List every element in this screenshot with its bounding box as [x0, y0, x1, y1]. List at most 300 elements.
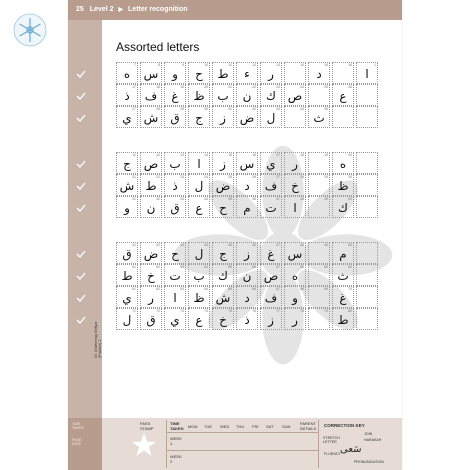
check-icon: [76, 272, 86, 280]
letter-cell: [284, 106, 306, 128]
arabic-letter: ض: [143, 247, 159, 261]
cell-number: 19: [324, 153, 328, 157]
progress-footer: [68, 418, 402, 470]
arabic-letter: ظ: [193, 89, 205, 103]
cell-number: 17: [132, 85, 136, 89]
arabic-letter: ن: [146, 201, 156, 215]
key-harakah: HARAKAH: [364, 438, 382, 442]
cell-number: 32: [156, 197, 160, 201]
letter-cell: [284, 62, 306, 84]
arabic-letter: ش: [143, 111, 159, 125]
page-header: [68, 0, 402, 20]
arabic-letter: ر: [268, 67, 274, 81]
cell-number: 68: [300, 287, 304, 291]
letter-cell: [332, 106, 354, 128]
arabic-letter: ن: [242, 269, 252, 283]
arabic-letter: غ: [171, 89, 179, 103]
cell-number: 29: [180, 107, 184, 111]
arabic-letter: ذ: [124, 89, 130, 103]
day-sun: SUN: [282, 424, 291, 429]
cell-number: 30: [204, 107, 208, 111]
cell-number: 56: [252, 265, 256, 269]
letter-cell: [212, 196, 234, 218]
arabic-letter: ي: [122, 291, 132, 305]
letter-cell: [260, 196, 282, 218]
letter-cell: [212, 84, 234, 106]
arabic-letter: ا: [365, 67, 369, 81]
letter-cell: [260, 174, 282, 196]
cell-number: 1: [374, 63, 376, 67]
letter-cell: [236, 62, 258, 84]
arabic-letter: ظ: [337, 179, 349, 193]
letter-cell: [164, 174, 186, 196]
cell-number: 72: [156, 309, 160, 313]
letter-cell: [308, 84, 330, 106]
cell-number: 34: [300, 107, 304, 111]
cell-number: 61: [132, 287, 136, 291]
cell-number: 20: [204, 85, 208, 89]
cell-number: 8: [158, 63, 160, 67]
letter-cell: [260, 106, 282, 128]
letter-cell: [308, 286, 330, 308]
correction-key-title: CORRECTION KEY: [324, 423, 365, 428]
letter-cell: [308, 308, 330, 330]
arabic-letter: ض: [215, 179, 231, 193]
cell-number: 26: [348, 85, 352, 89]
arabic-letter: ف: [264, 179, 278, 193]
letter-cell: [116, 264, 138, 286]
letter-cell: [188, 174, 210, 196]
letter-cell: [236, 106, 258, 128]
cell-number: 49: [324, 243, 328, 247]
arabic-letter: س: [143, 67, 159, 81]
letter-cell: [188, 84, 210, 106]
letter-cell: [140, 152, 162, 174]
letter-cell: [260, 62, 282, 84]
letter-cell: [332, 308, 354, 330]
cell-number: 78: [300, 309, 304, 313]
letter-cell: [284, 242, 306, 264]
arabic-letter: ت: [169, 269, 181, 283]
arabic-letter: ج: [219, 247, 227, 261]
level-label: Level 2: [89, 6, 114, 13]
cell-number: 28: [300, 175, 304, 179]
letter-cell: [164, 286, 186, 308]
letter-cell: [332, 196, 354, 218]
cell-number: 77: [276, 309, 280, 313]
cell-number: 32: [252, 107, 256, 111]
cell-number: 44: [204, 243, 208, 247]
letter-cell: [284, 286, 306, 308]
cell-number: 59: [324, 265, 328, 269]
letter-cell: [260, 286, 282, 308]
cell-number: 20: [348, 153, 352, 157]
cell-number: 74: [204, 309, 208, 313]
arabic-letter: ش: [119, 179, 135, 193]
arabic-letter: ذ: [172, 179, 178, 193]
letter-cell: [356, 196, 378, 218]
letter-cell: [164, 196, 186, 218]
cell-number: 14: [204, 153, 208, 157]
time-taken-label: TIME TAKEN: [170, 421, 184, 431]
letter-cell: [236, 242, 258, 264]
cell-number: 17: [276, 153, 280, 157]
cell-number: 12: [156, 153, 160, 157]
cell-number: 38: [300, 197, 304, 201]
key-fluency: FLUENCY: [324, 452, 341, 456]
letter-cell: [260, 264, 282, 286]
cell-number: 33: [180, 197, 184, 201]
letter-cell: [212, 152, 234, 174]
cell-number: 67: [276, 287, 280, 291]
letter-cell: [308, 174, 330, 196]
cell-number: 62: [156, 287, 160, 291]
arabic-letter: خ: [291, 179, 299, 193]
letter-cell: [308, 264, 330, 286]
letter-row: [116, 242, 388, 264]
letter-cell: [236, 84, 258, 106]
arabic-letter: ك: [266, 89, 276, 103]
letter-cell: [116, 286, 138, 308]
cell-number: 11: [228, 63, 232, 67]
letter-cell: [260, 84, 282, 106]
letter-cell: [284, 308, 306, 330]
letter-cell: [140, 106, 162, 128]
letter-cell: [332, 242, 354, 264]
letter-cell: [356, 106, 378, 128]
arabic-letter: ذ: [244, 313, 250, 327]
week-2-label: WEEK 2: [170, 454, 182, 464]
letter-cell: [140, 174, 162, 196]
cell-number: 14: [300, 63, 304, 67]
cell-number: 47: [276, 243, 280, 247]
arabic-letter: ص: [143, 157, 159, 171]
arabic-letter: ب: [193, 269, 205, 283]
cell-number: 21: [228, 85, 232, 89]
letter-cell: [116, 84, 138, 106]
arabic-letter: ح: [195, 67, 203, 81]
cell-number: 25: [324, 85, 328, 89]
letter-cell: [236, 152, 258, 174]
letter-cell: [356, 62, 378, 84]
letter-cell: [284, 152, 306, 174]
week-1-label: WEEK 1: [170, 436, 182, 446]
arabic-letter: ب: [169, 157, 181, 171]
arabic-letter: ك: [218, 269, 228, 283]
arabic-letter: ج: [195, 111, 203, 125]
cell-number: 26: [252, 175, 256, 179]
key-example-word: سَعى: [340, 444, 362, 455]
letter-row: [116, 62, 388, 84]
cell-number: 71: [132, 309, 136, 313]
check-icon: [76, 92, 86, 100]
letter-cell: [284, 174, 306, 196]
arabic-letter: ر: [148, 291, 154, 305]
arabic-letter: ح: [219, 201, 227, 215]
cell-number: 10: [204, 63, 208, 67]
key-join: JOIN: [364, 432, 373, 436]
cell-number: 25: [228, 175, 232, 179]
cell-number: 76: [252, 309, 256, 313]
letter-cell: [116, 242, 138, 264]
arabic-letter: و: [292, 291, 298, 305]
letter-cell: [332, 84, 354, 106]
letter-cell: [140, 196, 162, 218]
cell-number: 37: [276, 197, 280, 201]
arrow-right-icon: ▶: [118, 7, 124, 13]
arabic-letter: ط: [217, 67, 229, 81]
arabic-letter: ب: [217, 89, 229, 103]
cell-number: 19: [180, 85, 184, 89]
arabic-letter: ه: [123, 67, 131, 81]
arabic-letter: ج: [123, 157, 131, 171]
letter-cell: [308, 62, 330, 84]
letter-cell: [236, 308, 258, 330]
letter-cell: [164, 152, 186, 174]
arabic-letter: ء: [244, 67, 250, 81]
arabic-letter: ه: [291, 269, 299, 283]
arabic-letter: د: [244, 179, 250, 193]
letter-cell: [188, 264, 210, 286]
key-pronunciation: PRONUNCIATION: [354, 460, 384, 464]
letter-cell: [236, 286, 258, 308]
cell-number: 42: [156, 243, 160, 247]
arabic-letter: ط: [145, 179, 157, 193]
arabic-letter: ك: [338, 201, 348, 215]
cell-number: 60: [348, 265, 352, 269]
letter-cell: [260, 152, 282, 174]
day-tue: TUE: [204, 424, 212, 429]
cell-number: 15: [324, 63, 328, 67]
cell-number: 63: [180, 287, 184, 291]
cell-number: 43: [180, 243, 184, 247]
letter-cell: [284, 264, 306, 286]
cell-number: 40: [348, 197, 352, 201]
arabic-letter: م: [243, 201, 251, 215]
cell-number: 22: [156, 175, 160, 179]
letter-cell: [332, 174, 354, 196]
arabic-letter: ط: [337, 313, 349, 327]
arabic-letter: ق: [146, 313, 156, 327]
letter-cell: [356, 308, 378, 330]
check-icon: [76, 204, 86, 212]
side-strip: [68, 20, 102, 418]
letter-cell: [356, 152, 378, 174]
cell-number: 64: [204, 287, 208, 291]
cell-number: 9: [182, 63, 184, 67]
cell-number: 35: [228, 197, 232, 201]
cell-number: 24: [204, 175, 208, 179]
cell-number: 50: [348, 243, 352, 247]
letter-cell: [332, 152, 354, 174]
section-label: Letter recognition: [128, 6, 188, 13]
day-thu: THU: [236, 424, 245, 429]
day-wed: WED: [220, 424, 230, 429]
letter-cell: [188, 106, 210, 128]
letter-cell: [308, 242, 330, 264]
arabic-letter: ف: [264, 291, 278, 305]
cell-number: 80: [348, 309, 352, 313]
arabic-letter: ي: [266, 157, 276, 171]
arabic-letter: خ: [147, 269, 155, 283]
side-note: Gr. (Gathering) Ikhtiyar (Practice) 2: [94, 321, 102, 358]
arabic-letter: د: [316, 67, 322, 81]
day-sat: SAT: [266, 424, 274, 429]
cell-number: 22: [252, 85, 256, 89]
letter-cell: [356, 286, 378, 308]
cell-number: 13: [180, 153, 184, 157]
cell-number: 75: [228, 309, 232, 313]
letter-cell: [212, 62, 234, 84]
letter-row: [116, 286, 388, 308]
letter-cell: [332, 286, 354, 308]
cell-number: 57: [276, 265, 280, 269]
check-icon: [76, 250, 86, 258]
letter-cell: [116, 308, 138, 330]
cell-number: 12: [252, 63, 256, 67]
cell-number: 7: [134, 63, 136, 67]
letter-cell: [164, 84, 186, 106]
cell-number: 16: [252, 153, 256, 157]
arabic-letter: س: [287, 247, 303, 261]
page-number: 25: [76, 6, 84, 13]
star-icon: [131, 432, 157, 458]
arabic-letter: ن: [242, 89, 252, 103]
arabic-letter: ط: [121, 269, 133, 283]
arabic-letter: ل: [194, 179, 204, 193]
arabic-letter: خ: [219, 313, 227, 327]
letter-cell: [164, 308, 186, 330]
check-icon: [76, 182, 86, 190]
letter-cell: [188, 196, 210, 218]
arabic-letter: ث: [337, 269, 349, 283]
day-fri: FRI: [252, 424, 259, 429]
letter-cell: [236, 174, 258, 196]
letter-cell: [332, 62, 354, 84]
footer-left-panel: TIME TAKEN PAGE DATE: [68, 418, 102, 470]
letter-row: [116, 196, 388, 218]
cell-number: 36: [252, 197, 256, 201]
cell-number: 31: [228, 107, 232, 111]
arabic-letter: ظ: [193, 291, 205, 305]
letter-cell: [356, 242, 378, 264]
letter-cell: [308, 152, 330, 174]
cell-number: 55: [228, 265, 232, 269]
cell-number: 65: [228, 287, 232, 291]
arabic-letter: ق: [122, 247, 132, 261]
check-icon: [76, 316, 86, 324]
cell-number: 66: [252, 287, 256, 291]
letter-cell: [356, 264, 378, 286]
letter-row: [116, 84, 388, 106]
letter-cell: [212, 106, 234, 128]
cell-number: 73: [180, 309, 184, 313]
cell-number: 29: [324, 175, 328, 179]
arabic-letter: ع: [339, 89, 347, 103]
letter-cell: [260, 308, 282, 330]
arabic-letter: ع: [195, 201, 203, 215]
arabic-letter: ض: [239, 111, 255, 125]
letter-cell: [116, 152, 138, 174]
letter-row: [116, 264, 388, 286]
cell-number: 69: [324, 287, 328, 291]
letter-cell: [116, 174, 138, 196]
letter-row: [116, 106, 388, 128]
letter-cell: [356, 174, 378, 196]
arabic-letter: ص: [287, 89, 303, 103]
arabic-letter: د: [244, 291, 250, 305]
letter-cell: [260, 242, 282, 264]
check-icon: [76, 294, 86, 302]
arabic-letter: ق: [170, 111, 180, 125]
cell-number: 27: [132, 107, 136, 111]
cell-number: 30: [348, 175, 352, 179]
arabic-letter: ق: [170, 201, 180, 215]
arabic-letter: ح: [171, 247, 179, 261]
letter-cell: [140, 286, 162, 308]
key-stretch-letter: STRETCH LETTER: [323, 436, 340, 444]
letter-cell: [140, 264, 162, 286]
logo-snowflake-icon: [12, 12, 48, 48]
cell-number: 23: [180, 175, 184, 179]
letter-cell: [164, 264, 186, 286]
cell-number: 18: [300, 153, 304, 157]
pass-stamp-label: PASS STAMP: [140, 421, 154, 431]
cell-number: 33: [276, 107, 280, 111]
cell-number: 16: [348, 63, 352, 67]
letter-cell: [164, 62, 186, 84]
parent-initials-label: PARENT INITIALS: [300, 421, 317, 431]
cell-number: 11: [132, 153, 136, 157]
arabic-letter: ي: [170, 313, 180, 327]
letter-cell: [116, 196, 138, 218]
cell-number: 51: [132, 265, 136, 269]
arabic-letter: غ: [339, 291, 347, 305]
arabic-letter: س: [239, 157, 255, 171]
letter-cell: [212, 286, 234, 308]
letter-cell: [236, 196, 258, 218]
check-icon: [76, 70, 86, 78]
arabic-letter: ي: [122, 111, 132, 125]
cell-number: 34: [204, 197, 208, 201]
arabic-letter: ص: [263, 269, 279, 283]
cell-number: 35: [324, 107, 328, 111]
letter-cell: [140, 242, 162, 264]
arabic-letter: ز: [244, 247, 250, 261]
cell-number: 41: [132, 243, 136, 247]
letter-cell: [140, 308, 162, 330]
cell-number: 52: [156, 265, 160, 269]
check-icon: [76, 160, 86, 168]
letter-cell: [356, 84, 378, 106]
cell-number: 53: [180, 265, 184, 269]
arabic-letter: ز: [220, 157, 226, 171]
letter-cell: [284, 84, 306, 106]
cell-number: 15: [228, 153, 232, 157]
arabic-letter: ل: [194, 247, 204, 261]
arabic-letter: ع: [195, 313, 203, 327]
arabic-letter: ل: [266, 111, 276, 125]
letter-cell: [164, 242, 186, 264]
letter-cell: [284, 196, 306, 218]
cell-number: 21: [132, 175, 136, 179]
cell-number: 31: [132, 197, 136, 201]
cell-number: 13: [276, 63, 280, 67]
cell-number: 79: [324, 309, 328, 313]
arabic-letter: ا: [197, 157, 201, 171]
arabic-letter: ت: [265, 201, 277, 215]
arabic-letter: ر: [292, 313, 298, 327]
